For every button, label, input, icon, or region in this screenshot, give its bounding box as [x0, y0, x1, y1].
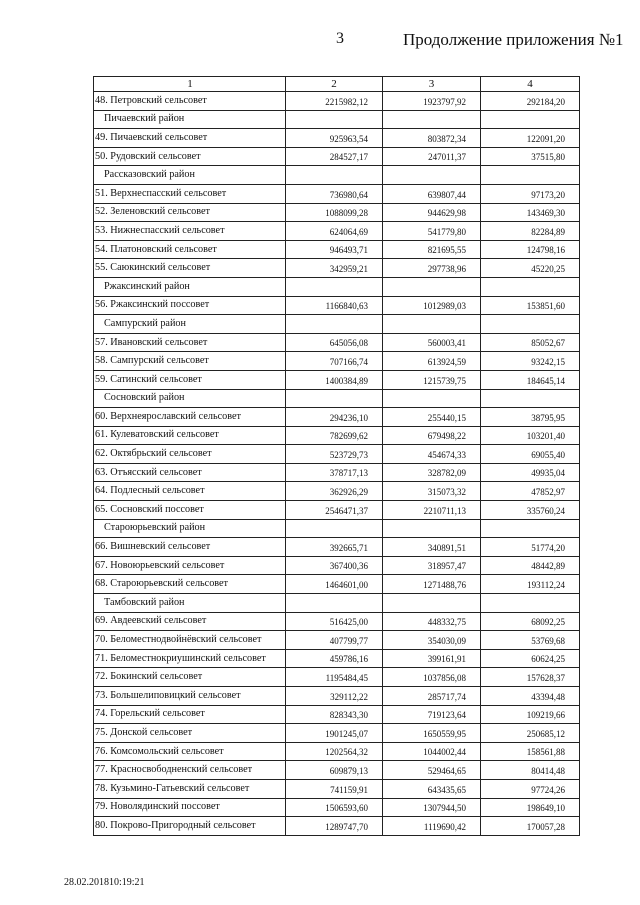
value-column-4: 80414,48	[481, 761, 580, 780]
settlement-name: 54. Платоновский сельсовет	[94, 240, 286, 259]
value-column-4	[481, 594, 580, 613]
value-column-4: 48442,89	[481, 556, 580, 575]
value-column-2: 782699,62	[286, 426, 383, 445]
value-column-2: 392665,71	[286, 538, 383, 557]
district-header-row	[94, 110, 580, 129]
value-column-2: 367400,36	[286, 556, 383, 575]
settlement-name: 48. Петровский сельсовет	[94, 92, 286, 111]
value-column-2: 459786,16	[286, 649, 383, 668]
table-row	[94, 370, 580, 389]
district-name: Ржаксинский район	[94, 277, 286, 296]
value-column-3: 328782,09	[383, 463, 481, 482]
value-column-4: 47852,97	[481, 482, 580, 501]
data-table	[93, 76, 580, 836]
value-column-2: 342959,21	[286, 259, 383, 278]
value-column-3: 315073,32	[383, 482, 481, 501]
value-column-2: 1088099,28	[286, 203, 383, 222]
settlement-name: 69. Авдеевский сельсовет	[94, 612, 286, 631]
table-row	[94, 575, 580, 594]
district-header-row	[94, 389, 580, 408]
value-column-3: 354030,09	[383, 631, 481, 650]
value-column-3: 1307944,50	[383, 798, 481, 817]
value-column-4	[481, 166, 580, 185]
value-column-3: 1650559,95	[383, 724, 481, 743]
settlement-name: 79. Новолядинский поссовет	[94, 798, 286, 817]
value-column-4: 43394,48	[481, 687, 580, 706]
district-name: Сампурский район	[94, 315, 286, 334]
value-column-3: 803872,34	[383, 129, 481, 148]
value-column-4: 97173,20	[481, 184, 580, 203]
value-column-2: 1901245,07	[286, 724, 383, 743]
column-header-2: 2	[286, 77, 383, 92]
table-row	[94, 408, 580, 427]
value-column-3: 1119690,42	[383, 817, 481, 836]
table-row	[94, 612, 580, 631]
settlement-name: 80. Покрово-Пригородный сельсовет	[94, 817, 286, 836]
value-column-3: 529464,65	[383, 761, 481, 780]
settlement-name: 51. Верхнеспасский сельсовет	[94, 184, 286, 203]
settlement-name: 73. Большелиповицкий сельсовет	[94, 687, 286, 706]
value-column-2: 741159,91	[286, 779, 383, 798]
value-column-4: 103201,40	[481, 426, 580, 445]
settlement-name: 53. Нижнеспасский сельсовет	[94, 222, 286, 241]
table-row	[94, 649, 580, 668]
settlement-name: 76. Комсомольский сельсовет	[94, 742, 286, 761]
table-row	[94, 668, 580, 687]
page-heading: Продолжение приложения №1	[403, 30, 624, 49]
value-column-3: 719123,64	[383, 705, 481, 724]
district-header-row	[94, 594, 580, 613]
value-column-4: 53769,68	[481, 631, 580, 650]
value-column-4: 38795,95	[481, 408, 580, 427]
value-column-2	[286, 277, 383, 296]
value-column-4	[481, 519, 580, 538]
settlement-name: 64. Подлесный сельсовет	[94, 482, 286, 501]
value-column-3: 1044002,44	[383, 742, 481, 761]
settlement-name: 50. Рудовский сельсовет	[94, 147, 286, 166]
table-header-row	[94, 77, 580, 92]
table-row	[94, 556, 580, 575]
table-row	[94, 501, 580, 520]
settlement-name: 75. Донской сельсовет	[94, 724, 286, 743]
district-header-row	[94, 519, 580, 538]
table-row	[94, 779, 580, 798]
table-row	[94, 259, 580, 278]
value-column-4: 49935,04	[481, 463, 580, 482]
table-row	[94, 426, 580, 445]
value-column-2: 2546471,37	[286, 501, 383, 520]
value-column-3: 448332,75	[383, 612, 481, 631]
settlement-name: 55. Саюкинский сельсовет	[94, 259, 286, 278]
table-row	[94, 333, 580, 352]
settlement-name: 58. Сампурский сельсовет	[94, 352, 286, 371]
value-column-2: 516425,00	[286, 612, 383, 631]
table-row	[94, 631, 580, 650]
district-name: Тамбовский район	[94, 594, 286, 613]
district-name: Староюрьевский район	[94, 519, 286, 538]
value-column-3: 1923797,92	[383, 92, 481, 111]
value-column-2: 1166840,63	[286, 296, 383, 315]
table-row	[94, 92, 580, 111]
table-row	[94, 463, 580, 482]
settlement-name: 77. Красносвободненский сельсовет	[94, 761, 286, 780]
value-column-2: 1202564,32	[286, 742, 383, 761]
value-column-4: 124798,16	[481, 240, 580, 259]
value-column-3: 643435,65	[383, 779, 481, 798]
value-column-4	[481, 110, 580, 129]
table-row	[94, 296, 580, 315]
settlement-name: 49. Пичаевский сельсовет	[94, 129, 286, 148]
table-row	[94, 129, 580, 148]
table-row	[94, 705, 580, 724]
value-column-3: 1271488,76	[383, 575, 481, 594]
district-name: Пичаевский район	[94, 110, 286, 129]
district-name: Сосновский район	[94, 389, 286, 408]
value-column-2: 1400384,89	[286, 370, 383, 389]
column-header-1: 1	[94, 77, 286, 92]
value-column-2: 284527,17	[286, 147, 383, 166]
value-column-3: 340891,51	[383, 538, 481, 557]
value-column-3: 541779,80	[383, 222, 481, 241]
value-column-3: 255440,15	[383, 408, 481, 427]
value-column-3: 247011,37	[383, 147, 481, 166]
value-column-2: 946493,71	[286, 240, 383, 259]
page-number: 3	[336, 30, 344, 47]
table-row	[94, 761, 580, 780]
table-row	[94, 798, 580, 817]
value-column-2: 378717,13	[286, 463, 383, 482]
value-column-3: 318957,47	[383, 556, 481, 575]
table-row	[94, 724, 580, 743]
value-column-3: 944629,98	[383, 203, 481, 222]
value-column-2: 828343,30	[286, 705, 383, 724]
settlement-name: 65. Сосновский поссовет	[94, 501, 286, 520]
table-row	[94, 538, 580, 557]
value-column-3: 1012989,03	[383, 296, 481, 315]
table-body	[94, 77, 580, 836]
value-column-4: 250685,12	[481, 724, 580, 743]
settlement-name: 78. Кузьмино-Гатьевский сельсовет	[94, 779, 286, 798]
settlement-name: 72. Бокинский сельсовет	[94, 668, 286, 687]
settlement-name: 67. Новоюрьевский сельсовет	[94, 556, 286, 575]
value-column-3	[383, 315, 481, 334]
value-column-2: 407799,77	[286, 631, 383, 650]
value-column-3: 821695,55	[383, 240, 481, 259]
value-column-2: 294236,10	[286, 408, 383, 427]
settlement-name: 60. Верхнеярославский сельсовет	[94, 408, 286, 427]
value-column-2	[286, 166, 383, 185]
table-row	[94, 147, 580, 166]
table-row	[94, 203, 580, 222]
settlement-name: 62. Октябрьский сельсовет	[94, 445, 286, 464]
value-column-4: 184645,14	[481, 370, 580, 389]
value-column-3: 1215739,75	[383, 370, 481, 389]
value-column-4: 292184,20	[481, 92, 580, 111]
value-column-3: 454674,33	[383, 445, 481, 464]
value-column-2: 523729,73	[286, 445, 383, 464]
column-header-3: 3	[383, 77, 481, 92]
settlement-name: 66. Вишневский сельсовет	[94, 538, 286, 557]
table-row	[94, 352, 580, 371]
value-column-4	[481, 315, 580, 334]
value-column-2: 736980,64	[286, 184, 383, 203]
value-column-2: 609879,13	[286, 761, 383, 780]
table-row	[94, 742, 580, 761]
value-column-4: 60624,25	[481, 649, 580, 668]
value-column-4: 157628,37	[481, 668, 580, 687]
value-column-4: 93242,15	[481, 352, 580, 371]
value-column-3	[383, 166, 481, 185]
value-column-4: 198649,10	[481, 798, 580, 817]
footer-timestamp: 28.02.201810:19:21	[64, 877, 145, 888]
table-row	[94, 184, 580, 203]
value-column-2	[286, 594, 383, 613]
column-header-4: 4	[481, 77, 580, 92]
settlement-name: 71. Беломестнокриушинский сельсовет	[94, 649, 286, 668]
value-column-4: 69055,40	[481, 445, 580, 464]
settlement-name: 74. Горельский сельсовет	[94, 705, 286, 724]
value-column-2: 1506593,60	[286, 798, 383, 817]
settlement-name: 70. Беломестнодвойнёвский сельсовет	[94, 631, 286, 650]
settlement-name: 68. Староюрьевский сельсовет	[94, 575, 286, 594]
value-column-3	[383, 389, 481, 408]
value-column-4: 153851,60	[481, 296, 580, 315]
value-column-2: 1464601,00	[286, 575, 383, 594]
value-column-4: 85052,67	[481, 333, 580, 352]
value-column-3	[383, 277, 481, 296]
value-column-2: 645056,08	[286, 333, 383, 352]
value-column-4	[481, 277, 580, 296]
district-header-row	[94, 315, 580, 334]
table-row	[94, 817, 580, 836]
settlement-name: 52. Зеленовский сельсовет	[94, 203, 286, 222]
settlement-name: 63. Отъясский сельсовет	[94, 463, 286, 482]
value-column-4: 109219,66	[481, 705, 580, 724]
value-column-3	[383, 594, 481, 613]
table-row	[94, 222, 580, 241]
value-column-4: 68092,25	[481, 612, 580, 631]
value-column-2	[286, 519, 383, 538]
settlement-name: 57. Ивановский сельсовет	[94, 333, 286, 352]
value-column-2	[286, 389, 383, 408]
value-column-3: 399161,91	[383, 649, 481, 668]
value-column-3: 297738,96	[383, 259, 481, 278]
district-header-row	[94, 277, 580, 296]
value-column-2: 2215982,12	[286, 92, 383, 111]
value-column-4: 143469,30	[481, 203, 580, 222]
value-column-2: 362926,29	[286, 482, 383, 501]
table-row	[94, 687, 580, 706]
value-column-3	[383, 519, 481, 538]
district-header-row	[94, 166, 580, 185]
value-column-3: 1037856,08	[383, 668, 481, 687]
value-column-2: 1195484,45	[286, 668, 383, 687]
value-column-4: 193112,24	[481, 575, 580, 594]
value-column-3: 560003,41	[383, 333, 481, 352]
value-column-2: 624064,69	[286, 222, 383, 241]
value-column-3: 613924,59	[383, 352, 481, 371]
value-column-4: 170057,28	[481, 817, 580, 836]
value-column-4: 335760,24	[481, 501, 580, 520]
settlement-name: 59. Сатинский сельсовет	[94, 370, 286, 389]
value-column-4: 122091,20	[481, 129, 580, 148]
table-row	[94, 482, 580, 501]
settlement-name: 56. Ржаксинский поссовет	[94, 296, 286, 315]
value-column-2: 329112,22	[286, 687, 383, 706]
value-column-4: 37515,80	[481, 147, 580, 166]
value-column-3: 639807,44	[383, 184, 481, 203]
value-column-4: 158561,88	[481, 742, 580, 761]
table-row	[94, 240, 580, 259]
value-column-2: 925963,54	[286, 129, 383, 148]
value-column-2	[286, 315, 383, 334]
value-column-4	[481, 389, 580, 408]
value-column-2: 707166,74	[286, 352, 383, 371]
value-column-2	[286, 110, 383, 129]
value-column-4: 97724,26	[481, 779, 580, 798]
settlement-name: 61. Кулеватовский сельсовет	[94, 426, 286, 445]
value-column-3: 679498,22	[383, 426, 481, 445]
value-column-2: 1289747,70	[286, 817, 383, 836]
value-column-4: 82284,89	[481, 222, 580, 241]
value-column-3	[383, 110, 481, 129]
table-row	[94, 445, 580, 464]
value-column-4: 45220,25	[481, 259, 580, 278]
value-column-3: 285717,74	[383, 687, 481, 706]
value-column-3: 2210711,13	[383, 501, 481, 520]
district-name: Рассказовский район	[94, 166, 286, 185]
value-column-4: 51774,20	[481, 538, 580, 557]
